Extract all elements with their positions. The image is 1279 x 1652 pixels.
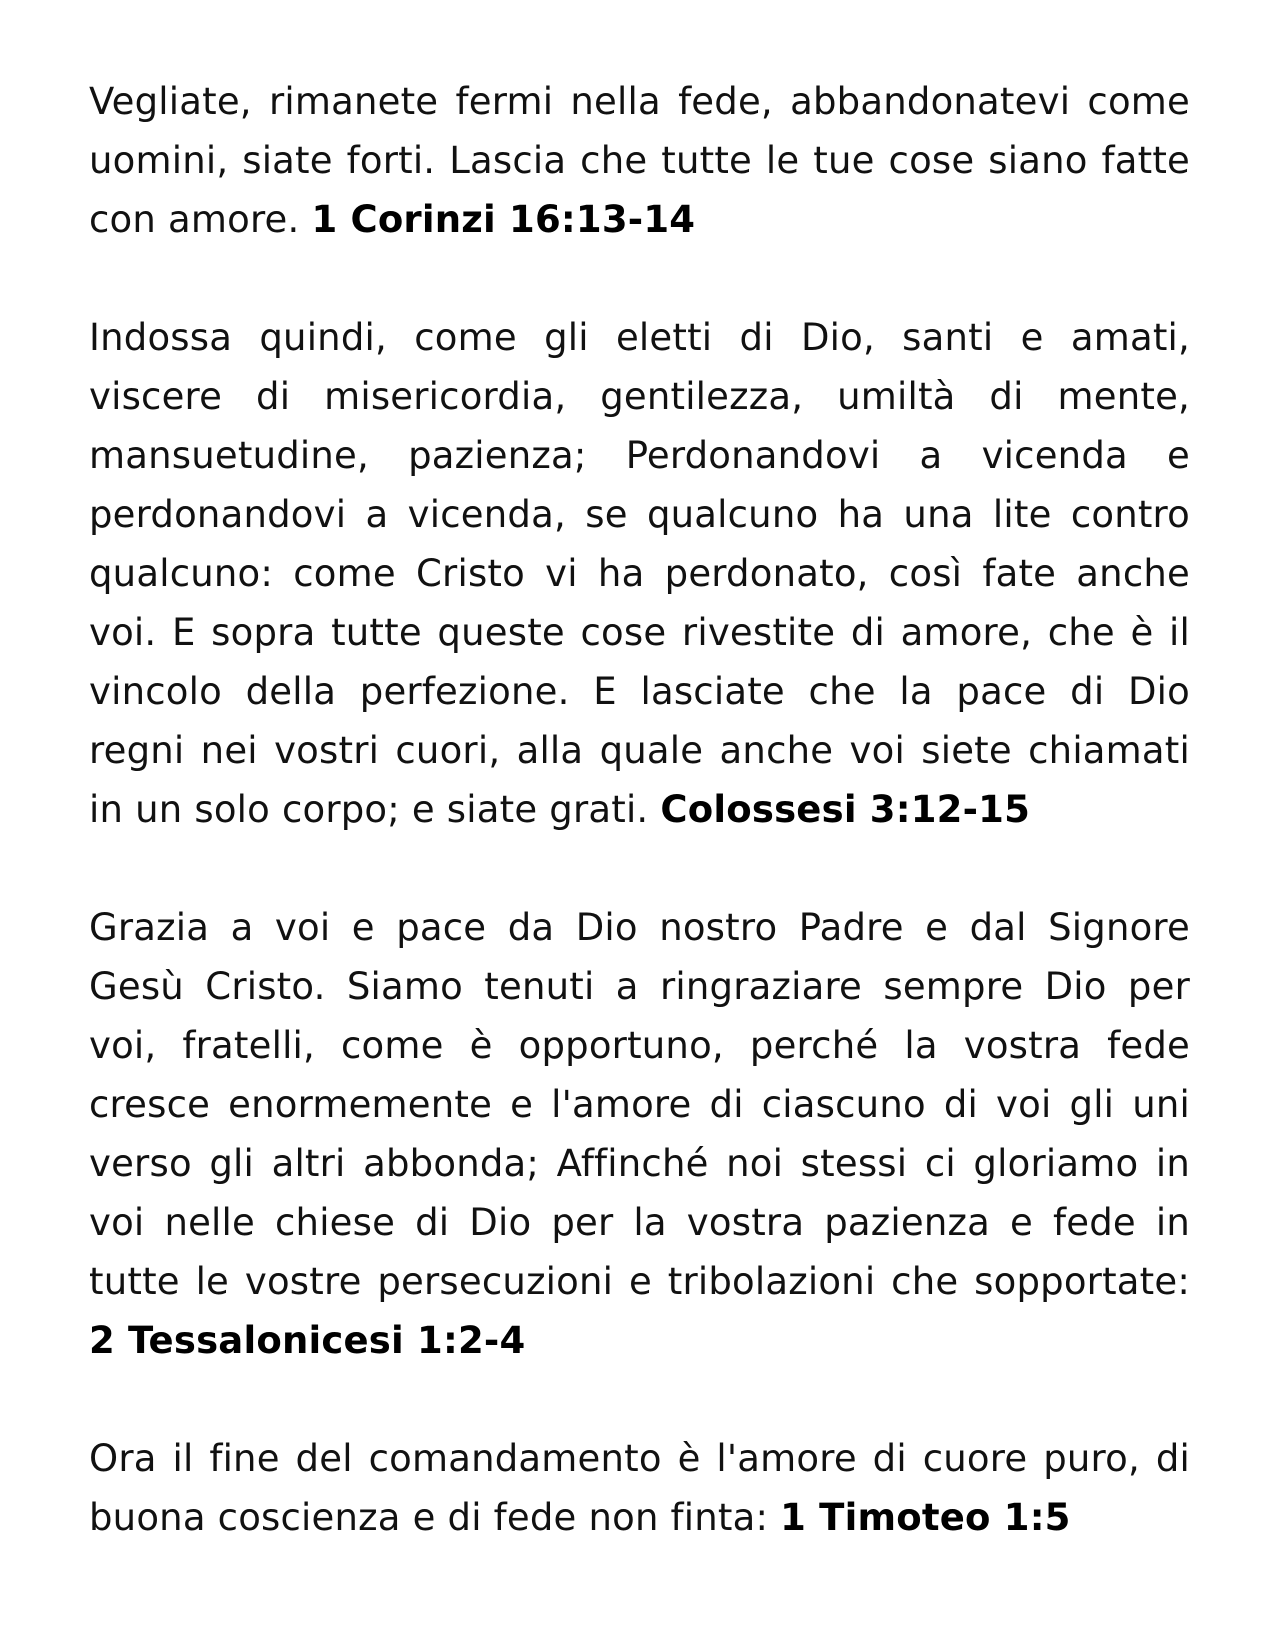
verse-paragraph: [89, 1429, 1190, 1547]
verse-reference: 2 Tessalonicesi 1:2-4: [89, 1319, 526, 1362]
verse-paragraph: [89, 72, 1190, 249]
verse-paragraph: [89, 898, 1190, 1370]
verse-text: Vegliate, rimanete fermi nella fede, abbandonatevi come uomini, siate forti. Lascia che tutte le tue cose siano fatte con amore.: [89, 80, 1190, 241]
verse-paragraph: [89, 308, 1190, 839]
verse-text: Ora il fine del comandamento è l'amore di cuore puro, di buona coscienza e di fede non finta:: [89, 1437, 1190, 1539]
verse-reference: Colossesi 3:12-15: [660, 788, 1031, 831]
verse-reference: 1 Corinzi 16:13-14: [311, 198, 696, 241]
document-page: [89, 72, 1190, 1606]
verse-reference: 1 Timoteo 1:5: [780, 1496, 1071, 1539]
verse-text: Grazia a voi e pace da Dio nostro Padre e dal Signore Gesù Cristo. Siamo tenuti a ringraziare sempre Dio per voi, fratelli, come è opportuno, perché la vostra fede cresce enormemente e l'amore di ciascuno di voi gli uni verso gli altri abbonda; Affinché noi stessi ci gloriamo in voi nelle chiese di Dio per la vostra pazienza e fede in tutte le vostre persecuzioni e tribolazioni che sopportate:: [89, 906, 1190, 1303]
verse-text: Indossa quindi, come gli eletti di Dio, santi e amati, viscere di misericordia, gentilezza, umiltà di mente, mansuetudine, pazienza; Perdonandovi a vicenda e perdonandovi a vicenda, se qualcuno ha una lite contro qualcuno: come Cristo vi ha perdonato, così fate anche voi. E sopra tutte queste cose rivestite di amore, che è il vincolo della perfezione. E lasciate che la pace di Dio regni nei vostri cuori, alla quale anche voi siete chiamati in un solo corpo; e siate grati.: [89, 316, 1190, 831]
